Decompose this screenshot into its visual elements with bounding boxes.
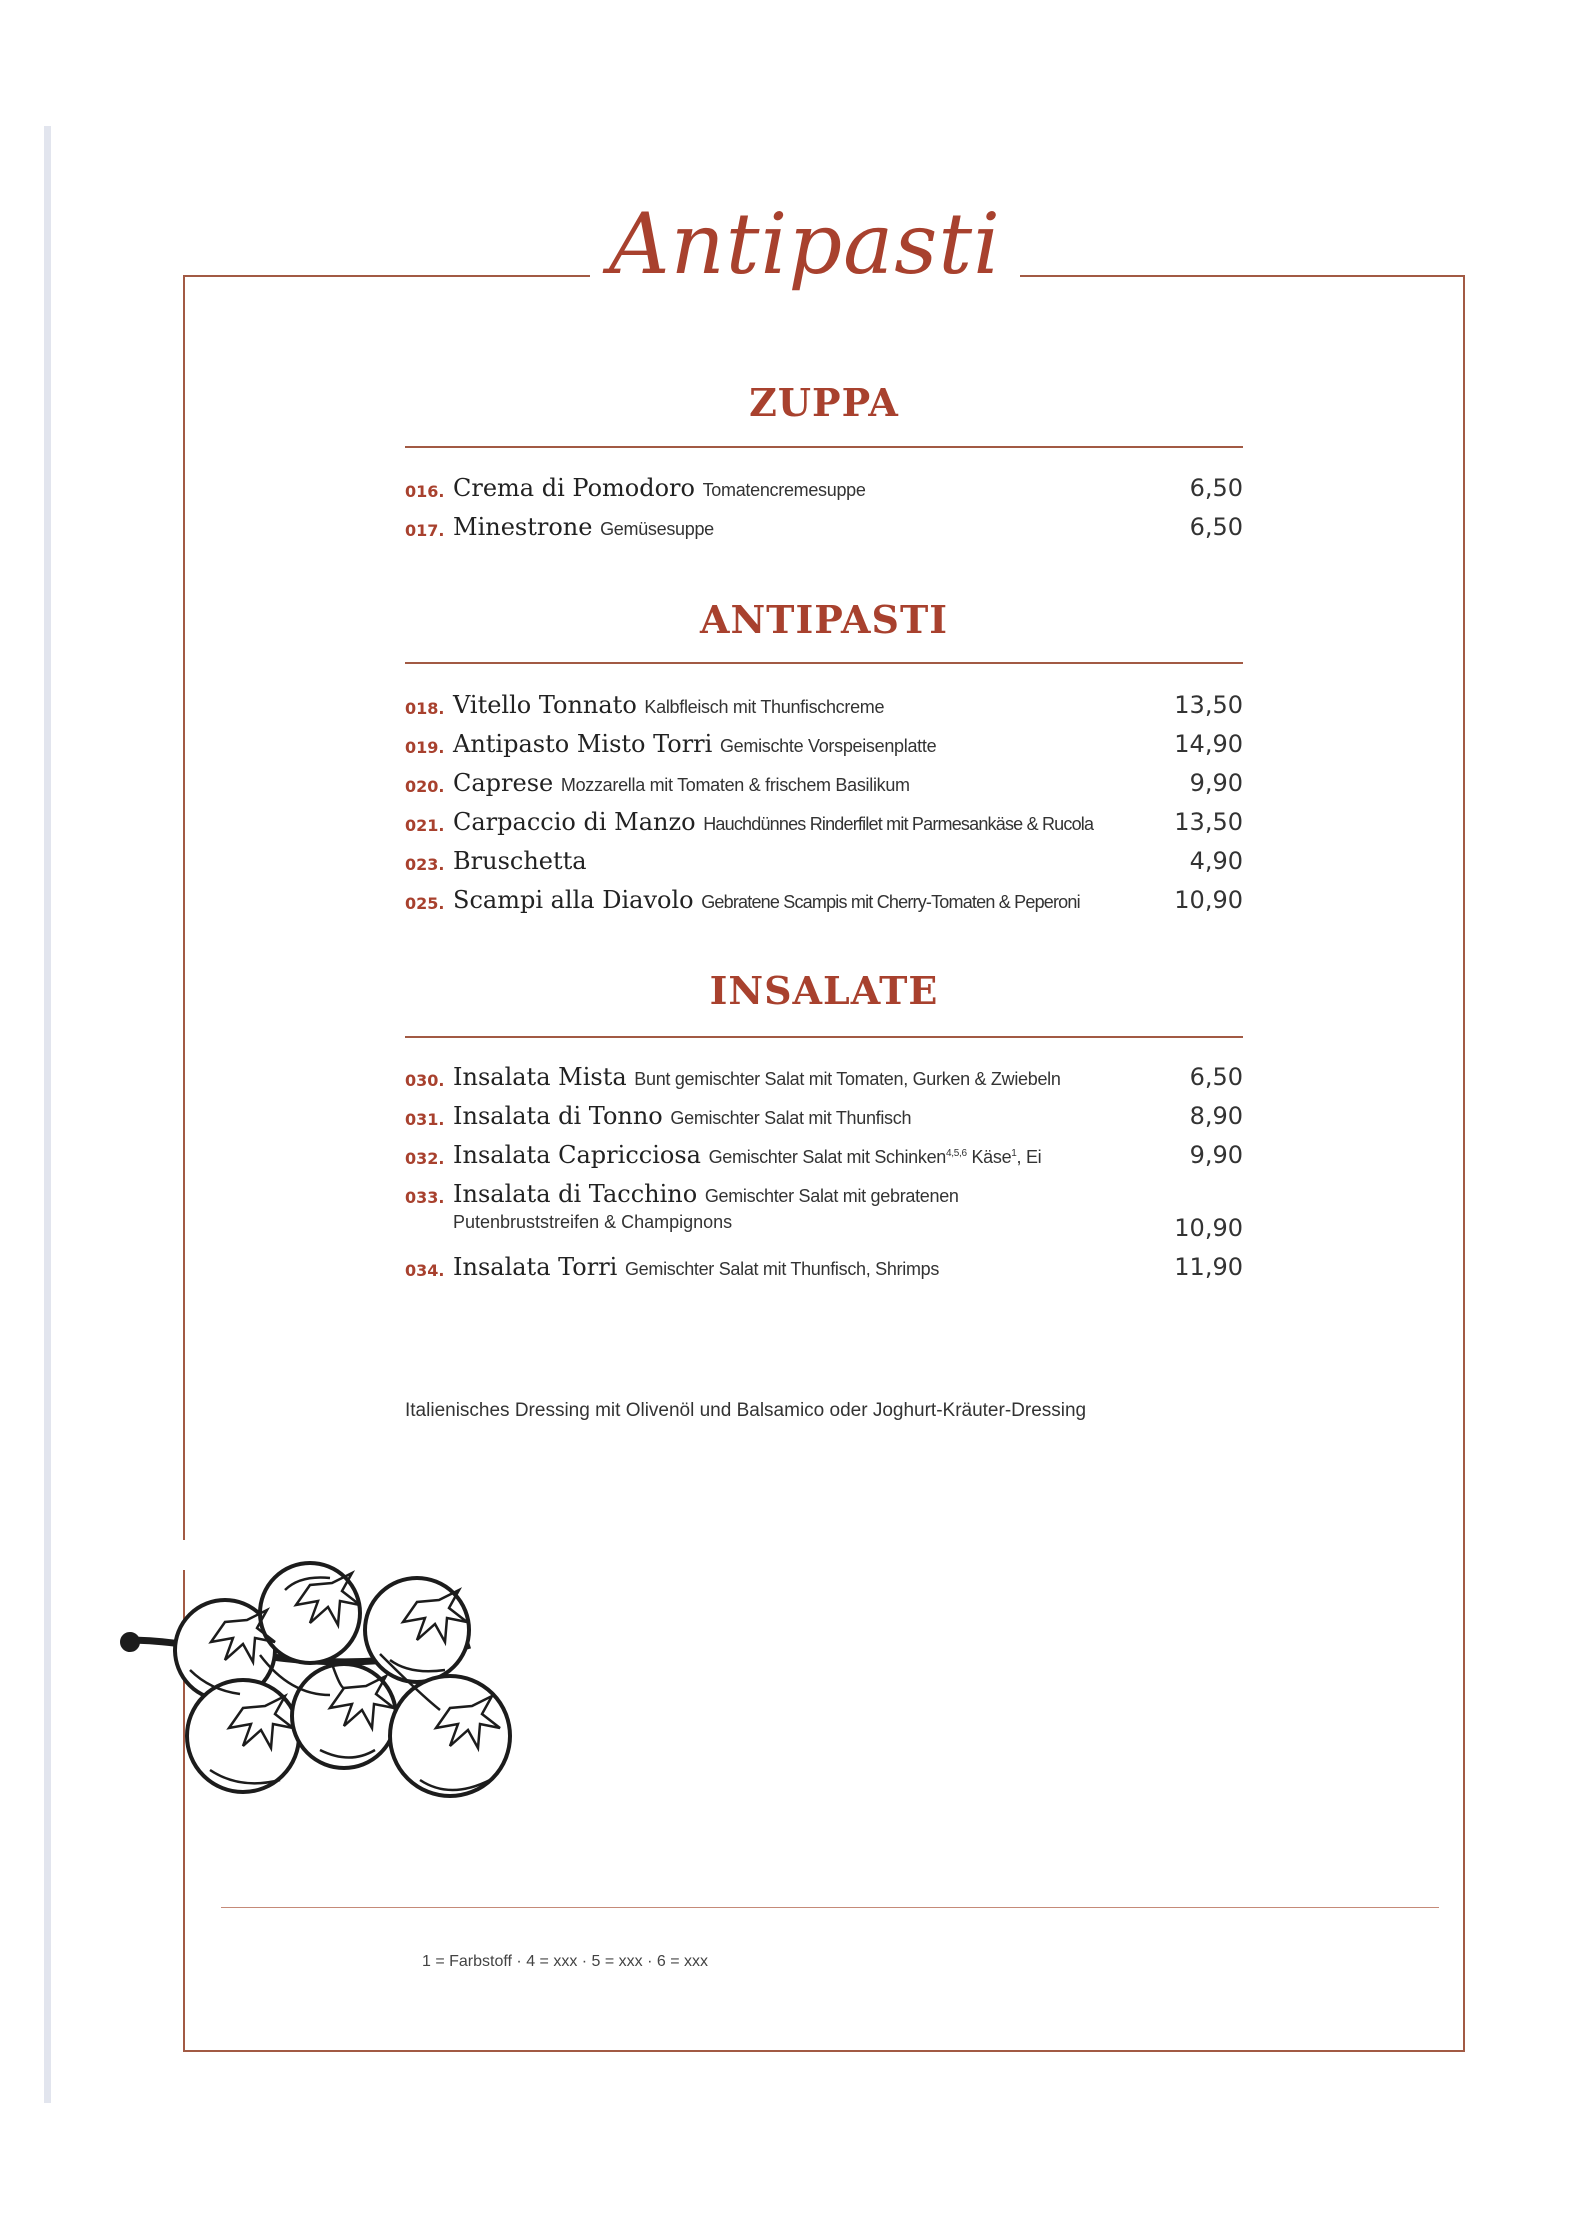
item-name: Carpaccio di Manzo Hauchdünnes Rinderfilet mit Parmesankäse & Rucola (453, 808, 1094, 836)
item-price: 4,90 (1189, 847, 1243, 875)
item-number: 018. (405, 699, 445, 718)
item-name: Scampi alla Diavolo Gebratene Scampis mit Cherry-Tomaten & Peperoni (453, 886, 1080, 914)
item-number: 025. (405, 894, 445, 913)
menu-item (405, 886, 1243, 922)
menu-item (405, 730, 1243, 766)
item-name: Vitello Tonnato Kalbfleisch mit Thunfischcreme (453, 691, 885, 719)
item-name: Insalata Torri Gemischter Salat mit Thunfisch, Shrimps (453, 1253, 940, 1281)
item-price: 8,90 (1189, 1102, 1243, 1130)
dressing-note: Italienisches Dressing mit Olivenöl und Balsamico oder Joghurt-Kräuter-Dressing (405, 1400, 1087, 1421)
item-number: 021. (405, 816, 445, 835)
item-description: Tomatencremesuppe (702, 480, 866, 500)
item-number: 017. (405, 521, 445, 540)
footer-divider (221, 1907, 1439, 1908)
item-name: Bruschetta (453, 847, 587, 875)
item-description: Gemischter Salat mit Thunfisch, Shrimps (624, 1259, 940, 1279)
item-name: Antipasto Misto Torri Gemischte Vorspeisenplatte (453, 730, 937, 758)
section-title-insalate: INSALATE (709, 968, 939, 1013)
item-number: 016. (405, 482, 445, 501)
menu-item (405, 1063, 1243, 1099)
left-edge-bar (44, 126, 51, 2103)
menu-item (405, 1102, 1243, 1138)
section-title-antipasti: ANTIPASTI (699, 597, 949, 642)
menu-item (405, 474, 1243, 510)
item-price: 10,90 (1174, 1214, 1243, 1242)
menu-item (405, 691, 1243, 727)
menu-item (405, 1253, 1243, 1289)
section-divider (405, 662, 1243, 664)
item-number: 032. (405, 1149, 445, 1168)
item-description: Gemischter Salat mit Schinken$^{4,5,6}$ Käse$^1$, Ei (708, 1147, 1042, 1167)
item-description: Gemischter Salat mit Thunfisch (670, 1108, 912, 1128)
menu-item (405, 513, 1243, 549)
menu-item (405, 847, 1243, 883)
item-description: Gebratene Scampis mit Cherry-Tomaten & Peperoni (701, 892, 1080, 912)
item-price: 11,90 (1174, 1253, 1243, 1281)
menu-item (405, 1180, 1243, 1250)
item-name: Insalata di Tonno Gemischter Salat mit Thunfisch (453, 1102, 912, 1130)
page-title: Antipasti (609, 195, 1001, 293)
item-description: Kalbfleisch mit Thunfischcreme (644, 697, 885, 717)
item-price: 13,50 (1174, 691, 1243, 719)
item-number: 034. (405, 1261, 445, 1280)
item-number: 023. (405, 855, 445, 874)
item-price: 14,90 (1174, 730, 1243, 758)
item-price: 9,90 (1189, 769, 1243, 797)
section-divider (405, 1036, 1243, 1038)
menu-item (405, 808, 1243, 844)
item-number: 019. (405, 738, 445, 757)
section-divider (405, 446, 1243, 448)
item-name: Insalata di Tacchino Gemischter Salat mit gebratenen (453, 1180, 959, 1208)
menu-item (405, 1141, 1243, 1177)
item-number: 033. (405, 1188, 445, 1207)
item-number: 030. (405, 1071, 445, 1090)
section-title-zuppa: ZUPPA (749, 380, 899, 425)
item-price: 6,50 (1189, 474, 1243, 502)
item-price: 9,90 (1189, 1141, 1243, 1169)
item-description: Mozzarella mit Tomaten & frischem Basilikum (560, 775, 910, 795)
item-description: Gemischter Salat mit gebratenen (704, 1186, 959, 1206)
item-name: Minestrone Gemüsesuppe (453, 513, 714, 541)
item-name: Crema di Pomodoro Tomatencremesuppe (453, 474, 866, 502)
item-description: Hauchdünnes Rinderfilet mit Parmesankäse & Rucola (703, 814, 1094, 834)
item-price: 13,50 (1174, 808, 1243, 836)
item-price: 6,50 (1189, 513, 1243, 541)
item-number: 020. (405, 777, 445, 796)
item-price: 10,90 (1174, 886, 1243, 914)
item-description: Gemüsesuppe (600, 519, 714, 539)
menu-item (405, 769, 1243, 805)
allergen-footnote: 1 = Farbstoff · 4 = xxx · 5 = xxx · 6 = xxx (422, 1953, 709, 1970)
item-name: Insalata Capricciosa Gemischter Salat mit Schinken$^{4,5,6}$ Käse$^1$, Ei (453, 1141, 1042, 1169)
item-description: Bunt gemischter Salat mit Tomaten, Gurken & Zwiebeln (634, 1069, 1061, 1089)
item-number: 031. (405, 1110, 445, 1129)
item-price: 6,50 (1189, 1063, 1243, 1091)
item-name: Insalata Mista Bunt gemischter Salat mit Tomaten, Gurken & Zwiebeln (453, 1063, 1061, 1091)
item-description-line2: Putenbruststreifen & Champignons (453, 1212, 733, 1232)
item-name: Caprese Mozzarella mit Tomaten & frischem Basilikum (453, 769, 910, 797)
item-description: Gemischte Vorspeisenplatte (719, 736, 937, 756)
cherry-tomatoes-illustration (120, 1530, 560, 1840)
